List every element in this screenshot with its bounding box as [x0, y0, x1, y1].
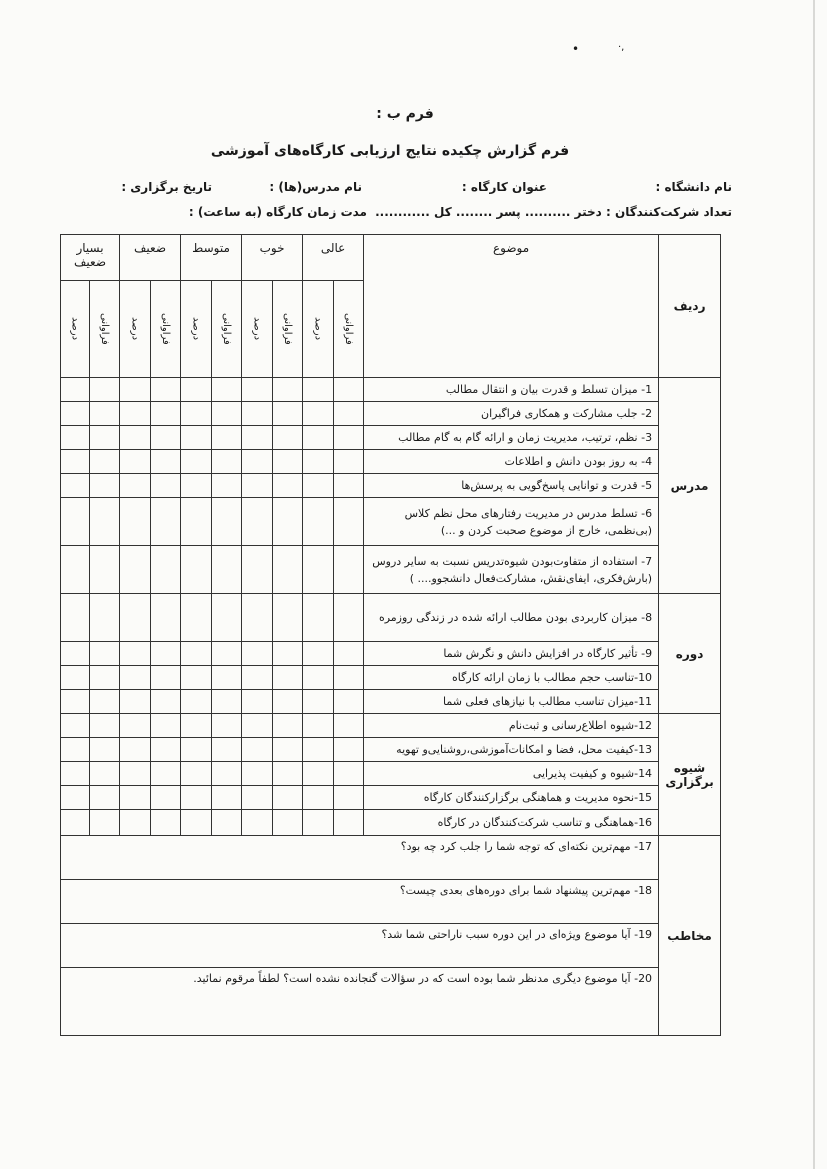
answer-cell[interactable] — [120, 426, 151, 450]
answer-cell[interactable] — [151, 810, 181, 836]
rating-header: متوسط — [181, 235, 242, 281]
scan-mark: ·, — [618, 42, 625, 53]
answer-cell[interactable] — [303, 642, 334, 666]
answer-cell[interactable] — [151, 594, 181, 642]
answer-cell[interactable] — [61, 450, 90, 474]
answer-cell[interactable] — [212, 786, 242, 810]
answer-cell[interactable] — [303, 426, 334, 450]
question-text: 14-شیوه و کیفیت پذیرایی — [364, 762, 659, 786]
answer-cell[interactable] — [61, 642, 90, 666]
answer-cell[interactable] — [181, 474, 212, 498]
answer-cell[interactable] — [151, 690, 181, 714]
answer-cell[interactable] — [334, 714, 364, 738]
answer-cell[interactable] — [303, 402, 334, 426]
answer-cell[interactable] — [90, 498, 120, 546]
section-label: مخاطب — [659, 836, 721, 1036]
answer-cell[interactable] — [242, 738, 273, 762]
question-text: 7- استفاده از متفاوت‌بودن شیوه‌تدریس نسبت به سایر دروس (بارش‌فکری، ایفای‌نقش، مشارکت‌فعال دانشجوو.... ) — [364, 546, 659, 594]
answer-cell[interactable] — [334, 738, 364, 762]
table-row — [61, 402, 721, 426]
question-text: 12-شیوه اطلاع‌رسانی و ثبت‌نام — [364, 714, 659, 738]
answer-cell[interactable] — [90, 378, 120, 402]
open-question-row — [61, 880, 721, 924]
answer-cell[interactable] — [120, 642, 151, 666]
page-edge — [813, 0, 815, 1169]
question-text: 5- قدرت و توانایی پاسخ‌گویی به پرسش‌ها — [364, 474, 659, 498]
answer-cell[interactable] — [242, 546, 273, 594]
participants-field: تعداد شرکت‌کنندگان : دختر .......... پسر ........ کل ............ — [375, 205, 732, 219]
table-row — [61, 378, 721, 402]
answer-cell[interactable] — [212, 762, 242, 786]
answer-cell[interactable] — [151, 474, 181, 498]
question-text: 6- تسلط مدرس در مدیریت رفتارهای محل نظم کلاس (بی‌نظمی، خارج از موضوع صحبت کردن و ...) — [364, 498, 659, 546]
answer-cell[interactable] — [273, 786, 303, 810]
answer-cell[interactable] — [242, 762, 273, 786]
answer-cell[interactable] — [181, 546, 212, 594]
answer-cell[interactable] — [273, 714, 303, 738]
answer-cell[interactable] — [151, 666, 181, 690]
question-text: 16-هماهنگی و تناسب شرکت‌کنندگان در کارگاه — [364, 810, 659, 836]
answer-cell[interactable] — [242, 810, 273, 836]
row-header: ردیف — [659, 235, 721, 378]
answer-cell[interactable] — [242, 426, 273, 450]
answer-cell[interactable] — [273, 594, 303, 642]
rating-header: خوب — [242, 235, 303, 281]
open-question-text[interactable]: 20- آیا موضوع دیگری مدنظر شما بوده است که در سؤالات گنجانده نشده است؟ لطفاً مرقوم نمائید. — [61, 968, 659, 1036]
answer-cell[interactable] — [212, 450, 242, 474]
table-row — [61, 738, 721, 762]
answer-cell[interactable] — [151, 762, 181, 786]
answer-cell[interactable] — [151, 378, 181, 402]
answer-cell[interactable] — [212, 714, 242, 738]
answer-cell[interactable] — [212, 546, 242, 594]
table-row — [61, 642, 721, 666]
answer-cell[interactable] — [61, 690, 90, 714]
answer-cell[interactable] — [90, 450, 120, 474]
answer-cell[interactable] — [273, 810, 303, 836]
answer-cell[interactable] — [151, 546, 181, 594]
answer-cell[interactable] — [90, 474, 120, 498]
table-row — [61, 714, 721, 738]
answer-cell[interactable] — [181, 786, 212, 810]
rating-header: ضعیف — [120, 235, 181, 281]
answer-cell[interactable] — [212, 810, 242, 836]
answer-cell[interactable] — [273, 762, 303, 786]
answer-cell[interactable] — [242, 450, 273, 474]
answer-cell[interactable] — [181, 498, 212, 546]
answer-cell[interactable] — [151, 426, 181, 450]
workshop-title-field: عنوان کارگاه : — [461, 180, 547, 194]
rating-header: عالی — [303, 235, 364, 281]
answer-cell[interactable] — [61, 498, 90, 546]
answer-cell[interactable] — [334, 450, 364, 474]
question-text: 4- به روز بودن دانش و اطلاعات — [364, 450, 659, 474]
answer-cell[interactable] — [181, 402, 212, 426]
answer-cell[interactable] — [90, 426, 120, 450]
university-field: نام دانشگاه : — [655, 180, 732, 194]
open-question-row — [61, 968, 721, 1036]
answer-cell[interactable] — [90, 738, 120, 762]
answer-cell[interactable] — [181, 810, 212, 836]
answer-cell[interactable] — [120, 714, 151, 738]
answer-cell[interactable] — [120, 810, 151, 836]
question-text: 10-تناسب حجم مطالب با زمان ارائه کارگاه — [364, 666, 659, 690]
answer-cell[interactable] — [334, 402, 364, 426]
answer-cell[interactable] — [303, 474, 334, 498]
evaluation-table — [60, 234, 721, 1036]
answer-cell[interactable] — [242, 594, 273, 642]
answer-cell[interactable] — [273, 666, 303, 690]
answer-cell[interactable] — [303, 378, 334, 402]
table-row — [61, 546, 721, 594]
answer-cell[interactable] — [120, 738, 151, 762]
answer-cell[interactable] — [181, 642, 212, 666]
answer-cell[interactable] — [151, 786, 181, 810]
answer-cell[interactable] — [334, 786, 364, 810]
answer-cell[interactable] — [303, 762, 334, 786]
answer-cell[interactable] — [212, 666, 242, 690]
answer-cell[interactable] — [242, 642, 273, 666]
section-label: شیوه برگزاری — [659, 714, 721, 836]
answer-cell[interactable] — [242, 666, 273, 690]
answer-cell[interactable] — [212, 594, 242, 642]
answer-cell[interactable] — [334, 378, 364, 402]
answer-cell[interactable] — [273, 498, 303, 546]
answer-cell[interactable] — [61, 738, 90, 762]
answer-cell[interactable] — [242, 498, 273, 546]
answer-cell[interactable] — [90, 810, 120, 836]
answer-cell[interactable] — [181, 714, 212, 738]
answer-cell[interactable] — [151, 714, 181, 738]
answer-cell[interactable] — [303, 498, 334, 546]
answer-cell[interactable] — [273, 378, 303, 402]
page-title: فرم گزارش چکیده نتایج ارزیابی کارگاه‌های آموزشی — [210, 143, 570, 159]
answer-cell[interactable] — [120, 666, 151, 690]
answer-cell[interactable] — [334, 810, 364, 836]
answer-cell[interactable] — [90, 762, 120, 786]
answer-cell[interactable] — [61, 594, 90, 642]
frequency-subheader: فراوانی — [273, 281, 303, 378]
date-field: تاریخ برگزاری : — [121, 180, 212, 194]
question-text: 15-نحوه مدیریت و هماهنگی برگزارکنندگان کارگاه — [364, 786, 659, 810]
answer-cell[interactable] — [334, 594, 364, 642]
answer-cell[interactable] — [120, 690, 151, 714]
answer-cell[interactable] — [61, 546, 90, 594]
open-question-text[interactable]: 18- مهم‌ترین پیشنهاد شما برای دوره‌های بعدی چیست؟ — [61, 880, 659, 924]
answer-cell[interactable] — [61, 402, 90, 426]
frequency-subheader: فراوانی — [90, 281, 120, 378]
table-row — [61, 594, 721, 642]
answer-cell[interactable] — [212, 378, 242, 402]
percent-subheader: درصد — [61, 281, 90, 378]
rating-header: بسیار ضعیف — [61, 235, 120, 281]
answer-cell[interactable] — [303, 714, 334, 738]
answer-cell[interactable] — [212, 642, 242, 666]
answer-cell[interactable] — [242, 378, 273, 402]
answer-cell[interactable] — [181, 378, 212, 402]
table-row — [61, 498, 721, 546]
answer-cell[interactable] — [242, 690, 273, 714]
answer-cell[interactable] — [273, 546, 303, 594]
answer-cell[interactable] — [151, 450, 181, 474]
scan-mark: • — [572, 42, 580, 56]
answer-cell[interactable] — [273, 426, 303, 450]
answer-cell[interactable] — [181, 762, 212, 786]
answer-cell[interactable] — [120, 498, 151, 546]
answer-cell[interactable] — [303, 666, 334, 690]
answer-cell[interactable] — [273, 474, 303, 498]
frequency-subheader: فراوانی — [212, 281, 242, 378]
answer-cell[interactable] — [303, 594, 334, 642]
answer-cell[interactable] — [120, 402, 151, 426]
topic-header: موضوع — [364, 235, 659, 378]
answer-cell[interactable] — [334, 474, 364, 498]
answer-cell[interactable] — [303, 450, 334, 474]
answer-cell[interactable] — [151, 738, 181, 762]
table-row — [61, 786, 721, 810]
answer-cell[interactable] — [181, 690, 212, 714]
answer-cell[interactable] — [61, 426, 90, 450]
answer-cell[interactable] — [61, 666, 90, 690]
table-header-row — [61, 235, 721, 281]
answer-cell[interactable] — [334, 498, 364, 546]
question-text: 3- نظم، ترتیب، مدیریت زمان و ارائه گام به گام مطالب — [364, 426, 659, 450]
question-text: 1- میزان تسلط و قدرت بیان و انتقال مطالب — [364, 378, 659, 402]
answer-cell[interactable] — [242, 474, 273, 498]
answer-cell[interactable] — [273, 642, 303, 666]
answer-cell[interactable] — [90, 594, 120, 642]
table-row — [61, 474, 721, 498]
answer-cell[interactable] — [90, 666, 120, 690]
answer-cell[interactable] — [303, 786, 334, 810]
answer-cell[interactable] — [181, 594, 212, 642]
answer-cell[interactable] — [90, 714, 120, 738]
answer-cell[interactable] — [61, 810, 90, 836]
answer-cell[interactable] — [151, 498, 181, 546]
answer-cell[interactable] — [120, 474, 151, 498]
percent-subheader: درصد — [120, 281, 151, 378]
question-text: 9- تأثیر کارگاه در افزایش دانش و نگرش شما — [364, 642, 659, 666]
answer-cell[interactable] — [61, 762, 90, 786]
open-question-text[interactable]: 19- آیا موضوع ویژه‌ای در این دوره سبب ناراحتی شما شد؟ — [61, 924, 659, 968]
section-label: دوره — [659, 594, 721, 714]
answer-cell[interactable] — [303, 810, 334, 836]
answer-cell[interactable] — [303, 690, 334, 714]
answer-cell[interactable] — [61, 714, 90, 738]
answer-cell[interactable] — [334, 690, 364, 714]
answer-cell[interactable] — [334, 546, 364, 594]
answer-cell[interactable] — [212, 690, 242, 714]
answer-cell[interactable] — [212, 474, 242, 498]
answer-cell[interactable] — [181, 426, 212, 450]
answer-cell[interactable] — [120, 594, 151, 642]
answer-cell[interactable] — [334, 762, 364, 786]
open-question-row — [61, 924, 721, 968]
answer-cell[interactable] — [181, 450, 212, 474]
question-text: 13-کیفیت محل، فضا و امکانات‌آموزشی،روشنایی‌و تهویه — [364, 738, 659, 762]
answer-cell[interactable] — [303, 546, 334, 594]
question-text: 8- میزان کاربردی بودن مطالب ارائه شده در زندگی روزمره — [364, 594, 659, 642]
answer-cell[interactable] — [212, 498, 242, 546]
answer-cell[interactable] — [212, 738, 242, 762]
answer-cell[interactable] — [303, 738, 334, 762]
answer-cell[interactable] — [90, 786, 120, 810]
question-text: 11-میزان تناسب مطالب با نیازهای فعلی شما — [364, 690, 659, 714]
percent-subheader: درصد — [181, 281, 212, 378]
duration-field: مدت زمان کارگاه (به ساعت) : — [188, 205, 367, 219]
answer-cell[interactable] — [61, 786, 90, 810]
answer-cell[interactable] — [334, 642, 364, 666]
answer-cell[interactable] — [90, 690, 120, 714]
frequency-subheader: فراوانی — [334, 281, 364, 378]
open-question-text[interactable]: 17- مهم‌ترین نکته‌ای که توجه شما را جلب کرد چه بود؟ — [61, 836, 659, 880]
answer-cell[interactable] — [61, 474, 90, 498]
answer-cell[interactable] — [61, 378, 90, 402]
answer-cell[interactable] — [212, 426, 242, 450]
answer-cell[interactable] — [334, 666, 364, 690]
answer-cell[interactable] — [120, 450, 151, 474]
answer-cell[interactable] — [151, 402, 181, 426]
answer-cell[interactable] — [120, 762, 151, 786]
table-row — [61, 762, 721, 786]
percent-subheader: درصد — [242, 281, 273, 378]
answer-cell[interactable] — [273, 690, 303, 714]
answer-cell[interactable] — [90, 402, 120, 426]
answer-cell[interactable] — [181, 738, 212, 762]
answer-cell[interactable] — [242, 402, 273, 426]
answer-cell[interactable] — [151, 642, 181, 666]
form-label: فرم ب : — [376, 106, 434, 122]
answer-cell[interactable] — [120, 786, 151, 810]
answer-cell[interactable] — [212, 402, 242, 426]
table-row — [61, 810, 721, 836]
answer-cell[interactable] — [273, 738, 303, 762]
table-row — [61, 666, 721, 690]
answer-cell[interactable] — [90, 642, 120, 666]
percent-subheader: درصد — [303, 281, 334, 378]
question-text: 2- جلب مشارکت و همکاری فراگیران — [364, 402, 659, 426]
answer-cell[interactable] — [273, 450, 303, 474]
answer-cell[interactable] — [242, 786, 273, 810]
table-row — [61, 690, 721, 714]
answer-cell[interactable] — [90, 546, 120, 594]
answer-cell[interactable] — [120, 378, 151, 402]
answer-cell[interactable] — [181, 666, 212, 690]
answer-cell[interactable] — [242, 714, 273, 738]
section-label: مدرس — [659, 378, 721, 594]
table-row — [61, 426, 721, 450]
table-row — [61, 450, 721, 474]
frequency-subheader: فراوانی — [151, 281, 181, 378]
answer-cell[interactable] — [120, 546, 151, 594]
answer-cell[interactable] — [334, 426, 364, 450]
answer-cell[interactable] — [273, 402, 303, 426]
open-question-row — [61, 836, 721, 880]
instructor-field: نام مدرس(ها) : — [269, 180, 362, 194]
